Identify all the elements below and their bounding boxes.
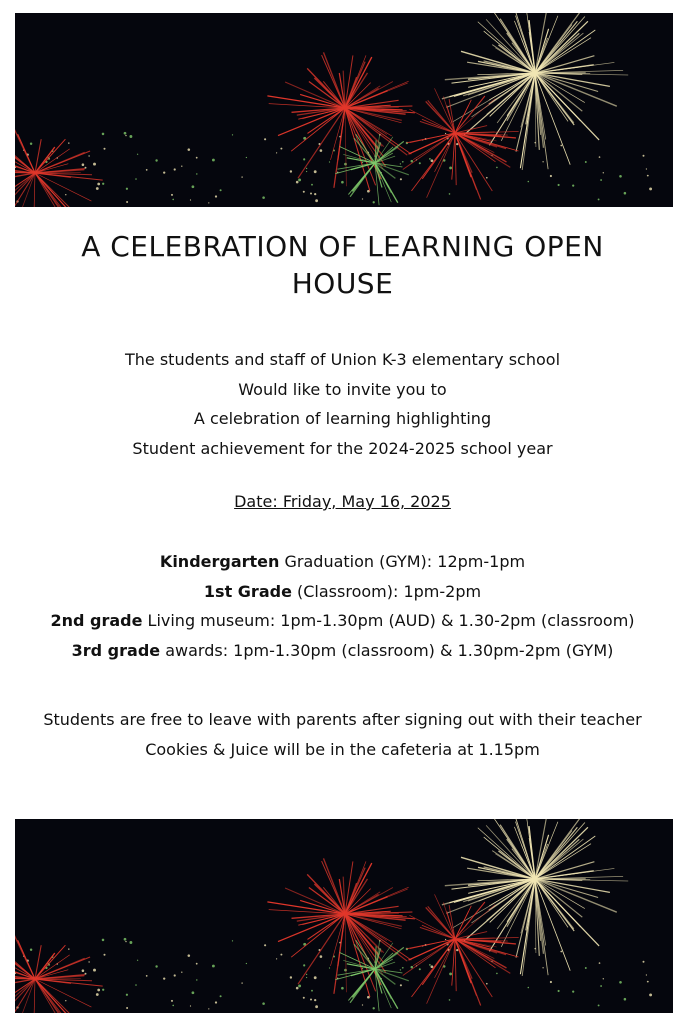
intro-line: The students and staff of Union K-3 elementary school [124, 350, 561, 369]
schedule-item [10, 577, 675, 607]
intro-line: Would like to invite you to [238, 379, 447, 399]
fireworks-image [15, 13, 673, 207]
schedule-item [10, 636, 675, 666]
schedule-grade: 3rd grade [71, 640, 161, 660]
schedule-item [10, 606, 675, 636]
event-date: Date: Friday, May 16, 2025 [234, 492, 451, 511]
fireworks-image [15, 819, 673, 1013]
notes-text [10, 705, 675, 764]
note-line: Students are free to leave with parents after signing out with their teacher [43, 710, 642, 729]
schedule-detail: (Classroom): 1pm-2pm [291, 581, 482, 601]
invitation-text [20, 345, 665, 463]
schedule-item [10, 547, 675, 577]
schedule-grade: Kindergarten [159, 552, 280, 571]
schedule-grade: 1st Grade [203, 581, 292, 601]
schedule-list [10, 547, 675, 665]
schedule-detail: Living museum: 1pm-1.30pm (AUD) & 1.30-2pm (classroom) [142, 611, 635, 630]
schedule-detail: Graduation (GYM): 12pm-1pm [279, 552, 526, 571]
fireworks-banner-bottom [15, 819, 673, 1013]
page-title: A CELEBRATION OF LEARNING OPEN HOUSE [81, 230, 604, 300]
intro-line: Student achievement for the 2024-2025 school year [132, 438, 553, 458]
schedule-grade: 2nd grade [50, 611, 143, 630]
note-line: Cookies & Juice will be in the cafeteria at 1.15pm [145, 739, 540, 759]
intro-line: A celebration of learning highlighting [193, 409, 492, 428]
schedule-detail: awards: 1pm-1.30pm (classroom) & 1.30pm-2pm (GYM) [160, 640, 614, 660]
fireworks-banner-top [15, 13, 673, 207]
